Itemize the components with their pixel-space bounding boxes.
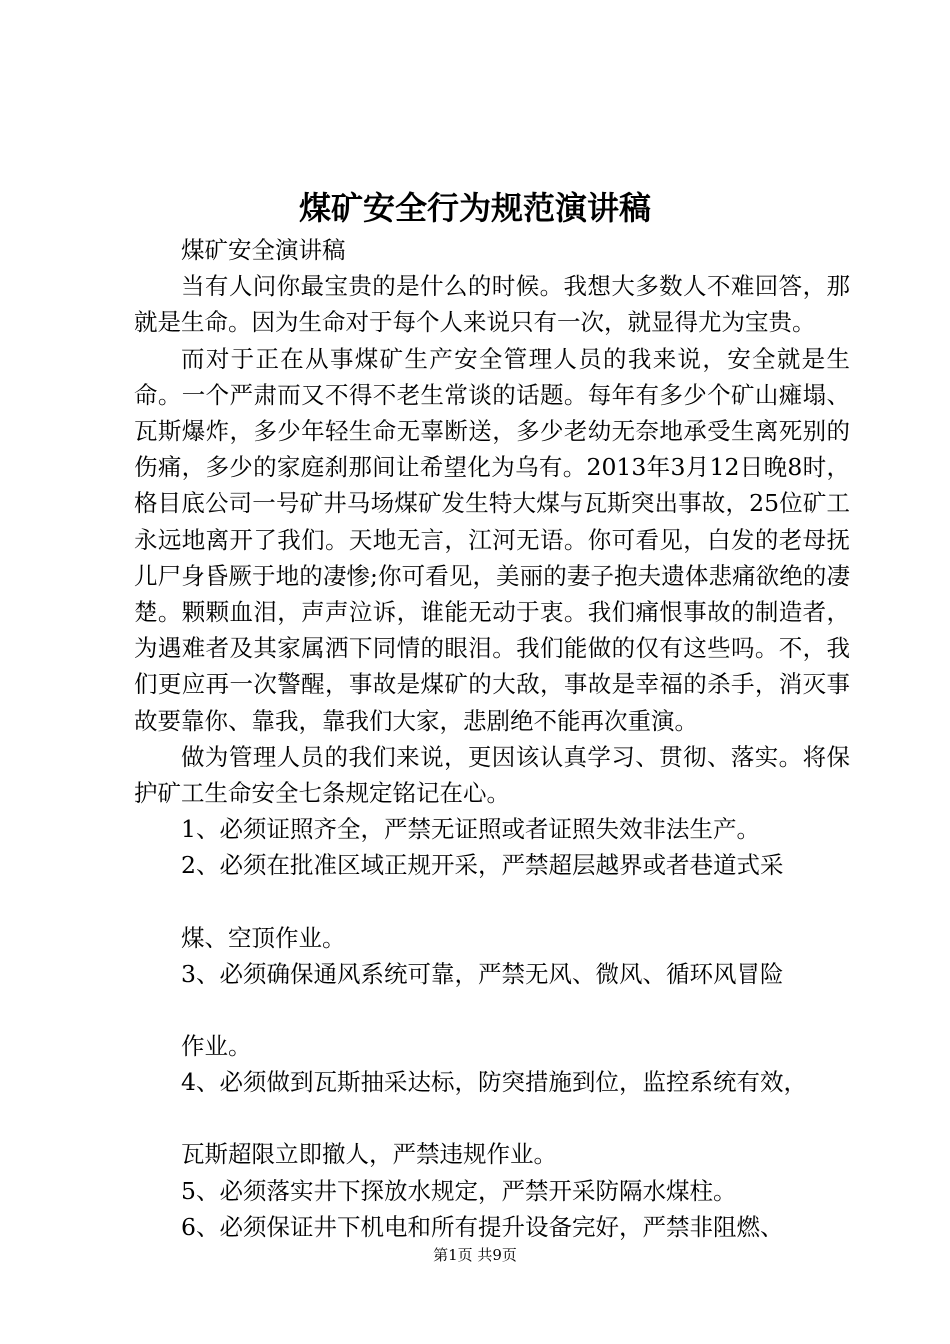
page-footer: 第1页 共9页 xyxy=(433,1246,517,1264)
rule-2-continuation: 煤、空顶作业。 xyxy=(181,923,346,952)
paragraph-2: 而对于正在从事煤矿生产安全管理人员的我来说，安全就是生命。一个严肃而又不得不老生常谈的话题。每年有多少个矿山瘫塌、瓦斯爆炸，多少年轻生命无辜断送，多少老幼无奈地承受生离死别的伤痛，多少的家庭刹那间让希望化为乌有。2013年3月12日晚8时，格目底公司一号矿井马场煤矿发生特大煤与瓦斯突出事故，25位矿工永远地离开了我们。天地无言，江河无语。你可看见，白发的老母抚儿尸身昏厥于地的凄惨;你可看见，美丽的妻子抱夫遗体悲痛欲绝的凄楚。颗颗血泪，声声泣诉，谁能无动于衷。我们痛恨事故的制造者，为遇难者及其家属洒下同情的眼泪。我们能做的仅有这些吗。不，我们更应再一次警醒，事故是煤矿的大敌，事故是幸福的杀手，消灭事故要靠你、靠我，靠我们大家，悲剧绝不能再次重演。 xyxy=(134,344,850,735)
rule-5: 5、必须落实井下探放水规定，严禁开采防隔水煤柱。 xyxy=(181,1176,737,1205)
rule-6: 6、必须保证井下机电和所有提升设备完好，严禁非阻燃、 xyxy=(181,1212,784,1241)
rule-3: 3、必须确保通风系统可靠，严禁无风、微风、循环风冒险 xyxy=(181,959,784,988)
document-title: 煤矿安全行为规范演讲稿 xyxy=(298,189,651,227)
rule-4: 4、必须做到瓦斯抽采达标，防突措施到位，监控系统有效， xyxy=(181,1068,807,1097)
rule-1: 1、必须证照齐全，严禁无证照或者证照失效非法生产。 xyxy=(181,815,760,844)
paragraph-1: 当有人问你最宝贵的是什么的时候。我想大多数人不难回答，那就是生命。因为生命对于每个人来说只有一次，就显得尤为宝贵。 xyxy=(134,272,850,337)
spacer xyxy=(134,884,850,920)
rule-2: 2、必须在批准区域正规开采，严禁超层越界或者巷道式采 xyxy=(181,851,784,880)
paragraph-3: 做为管理人员的我们来说，更因该认真学习、贯彻、落实。将保护矿工生命安全七条规定铭记在心。 xyxy=(134,742,850,808)
rule-4-continuation: 瓦斯超限立即撤人，严禁违规作业。 xyxy=(181,1140,557,1169)
document-body xyxy=(134,232,850,1245)
rule-3-continuation: 作业。 xyxy=(181,1032,252,1061)
spacer xyxy=(134,1100,850,1136)
subtitle: 煤矿安全演讲稿 xyxy=(181,236,346,264)
spacer xyxy=(134,992,850,1028)
